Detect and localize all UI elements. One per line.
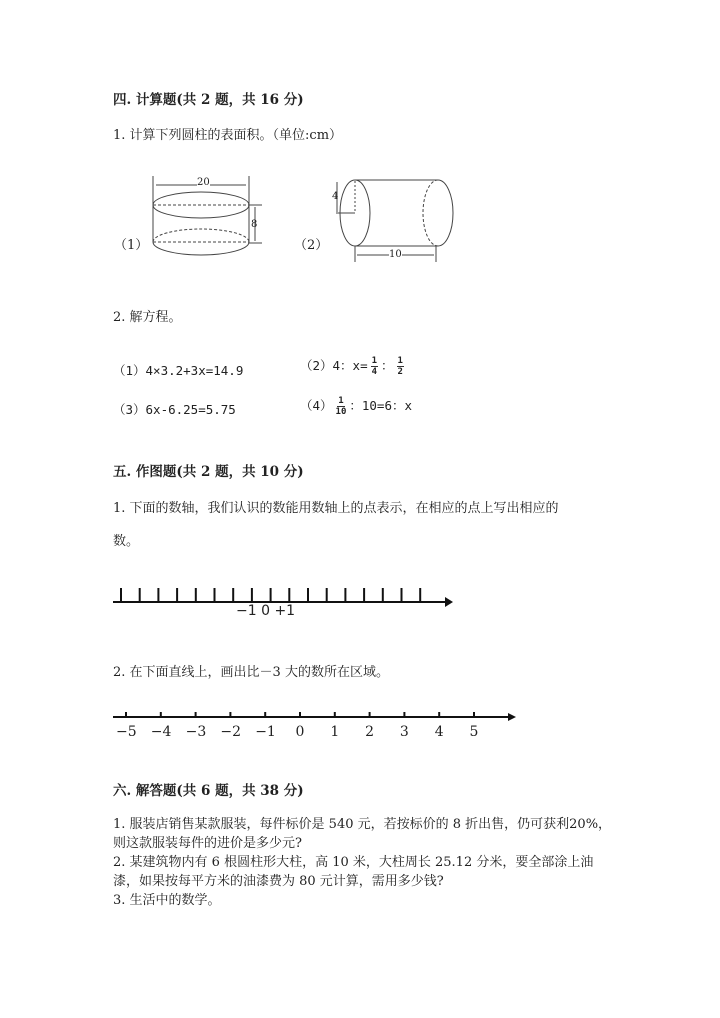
question: 2. 某建筑物内有 6 根圆柱形大柱，高 10 米，大柱周长 25.12 分米，要全部涂上油漆，如果按每平方米的油漆费为 80 元计算，需用多少钱? (113, 855, 594, 889)
section6-heading: 六. 解答题(共 6 题，共 38 分) (113, 783, 304, 799)
axis2-label: 1 (330, 724, 340, 740)
axis2-label: −2 (220, 724, 242, 740)
axis2-label: 0 (295, 724, 305, 740)
dimension-label: 20 (197, 177, 210, 188)
dimension-label: 4 (332, 191, 339, 202)
axis2-label: −5 (116, 724, 137, 740)
question: 数。 (113, 534, 140, 549)
figure-label: （1） (114, 238, 149, 253)
axis2-label: 4 (434, 724, 444, 740)
question: 2. 在下面直线上，画出比－3 大的数所在区域。 (113, 665, 389, 680)
section5-heading: 五. 作图题(共 2 题，共 10 分) (113, 464, 304, 480)
number-line-2 (113, 712, 516, 721)
dimension-label: 10 (389, 249, 402, 260)
question: 1. 计算下列圆柱的表面积。（单位:cm） (113, 128, 343, 143)
equation-2: （2）4：x= $\frac{1}{4}$ ： $\frac{1}{2}$ (300, 356, 403, 377)
equation-4: （4） $\frac{1}{10}$ ：10=6：x (300, 396, 413, 417)
axis2-label: −4 (150, 724, 172, 740)
dimension-label: 8 (251, 219, 258, 230)
axis2-label: −3 (185, 724, 207, 740)
axis2-label: 5 (469, 724, 479, 740)
section4-heading: 四. 计算题(共 2 题，共 16 分) (113, 92, 304, 108)
question: 1. 服装店销售某款服装，每件标价是 540 元，若按标价的 8 折出售，仍可获利20%，则这款服装每件的进价是多少元? (113, 817, 612, 851)
axis1-labels: −1 0 +1 (236, 603, 296, 619)
equation-1: （1）4×3.2+3x=14.9 (113, 363, 244, 378)
figure-label: （2） (294, 238, 329, 253)
axis2-label: 3 (399, 724, 409, 740)
axis2-label: 2 (365, 724, 375, 740)
question: 1. 下面的数轴，我们认识的数能用数轴上的点表示，在相应的点上写出相应的 (113, 501, 559, 516)
axis2-label: −1 (255, 724, 276, 740)
equation-3: （3）6x-6.25=5.75 (113, 402, 236, 417)
question: 2. 解方程。 (113, 310, 182, 325)
question: 3. 生活中的数学。 (113, 893, 221, 908)
